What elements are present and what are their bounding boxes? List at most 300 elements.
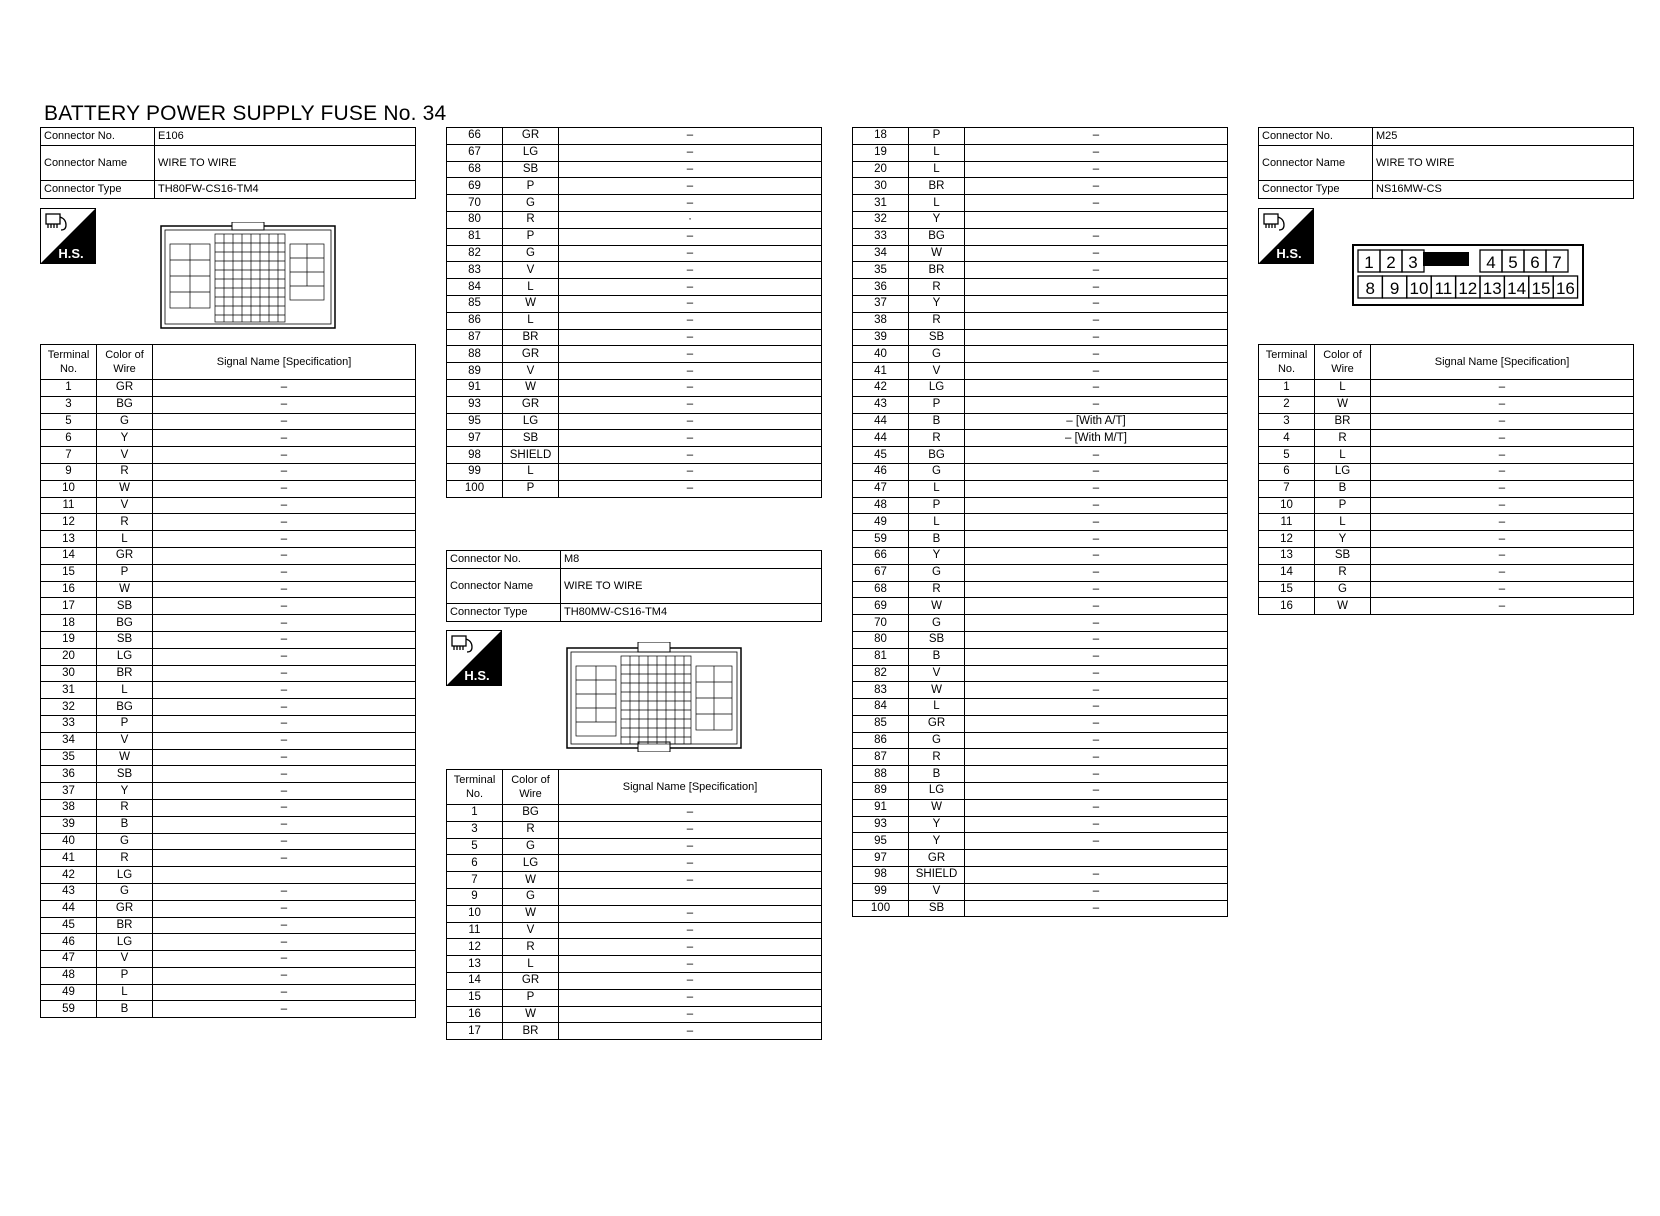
wire-color-cell: W xyxy=(503,1006,559,1023)
wire-color-cell: W xyxy=(909,245,965,262)
signal-name-cell: – xyxy=(965,312,1228,329)
table-row xyxy=(447,888,822,905)
signal-name-cell: – xyxy=(153,715,416,732)
signal-name-cell: – xyxy=(965,480,1228,497)
wire-color-cell: B xyxy=(909,413,965,430)
wire-color-cell: L xyxy=(503,312,559,329)
terminal-no-cell: 86 xyxy=(447,312,503,329)
table-row xyxy=(853,480,1228,497)
terminal-no-cell: 43 xyxy=(41,883,97,900)
wire-color-cell: Y xyxy=(909,211,965,228)
wire-color-cell: W xyxy=(1315,598,1371,615)
connector-type-value: NS16MW-CS xyxy=(1373,181,1634,199)
table-row xyxy=(41,380,416,397)
table-row xyxy=(447,144,822,161)
wire-color-cell: G xyxy=(97,883,153,900)
terminal-no-cell: 12 xyxy=(1259,531,1315,548)
table-row xyxy=(853,598,1228,615)
table-row xyxy=(447,872,822,889)
wire-color-cell: L xyxy=(1315,380,1371,397)
table-row xyxy=(41,816,416,833)
signal-name-cell: – xyxy=(1371,447,1634,464)
wire-color-cell: L xyxy=(909,144,965,161)
table-row xyxy=(41,531,416,548)
signal-name-cell: – xyxy=(1371,413,1634,430)
pin-number: 15 xyxy=(1531,279,1551,298)
wire-color-cell: L xyxy=(1315,447,1371,464)
terminal-no-cell: 95 xyxy=(853,833,909,850)
terminal-no-cell: 35 xyxy=(853,262,909,279)
wire-color-cell: SHIELD xyxy=(503,447,559,464)
terminal-no-cell: 17 xyxy=(41,598,97,615)
pin-number: 3 xyxy=(1408,253,1418,272)
wire-color-cell: V xyxy=(909,363,965,380)
table-row xyxy=(853,766,1228,783)
signal-name-cell: – xyxy=(153,951,416,968)
signal-name-cell: – xyxy=(965,262,1228,279)
signal-name-cell: – xyxy=(153,564,416,581)
table-row xyxy=(447,855,822,872)
signal-name-cell: – xyxy=(153,396,416,413)
terminal-no-cell: 12 xyxy=(41,514,97,531)
terminal-no-cell: 43 xyxy=(853,396,909,413)
table-row xyxy=(1259,463,1634,480)
signal-name-cell: – [With M/T] xyxy=(965,430,1228,447)
signal-name-cell: – xyxy=(559,905,822,922)
wire-color-cell: LG xyxy=(503,855,559,872)
table-row xyxy=(41,1001,416,1018)
wire-color-cell: P xyxy=(1315,497,1371,514)
terminal-no-cell: 13 xyxy=(447,956,503,973)
wire-color-cell: B xyxy=(909,531,965,548)
terminal-no-cell: 17 xyxy=(447,1023,503,1040)
signal-name-cell: – xyxy=(153,783,416,800)
terminal-no-cell: 6 xyxy=(41,430,97,447)
wire-color-cell: LG xyxy=(97,934,153,951)
terminal-no-cell: 82 xyxy=(853,665,909,682)
terminal-no-cell: 10 xyxy=(1259,497,1315,514)
terminal-no-cell: 6 xyxy=(447,855,503,872)
table-row xyxy=(853,816,1228,833)
table-row xyxy=(41,799,416,816)
pin-number: 2 xyxy=(1386,253,1396,272)
table-row xyxy=(41,581,416,598)
table-row xyxy=(41,396,416,413)
wire-color-cell: G xyxy=(503,195,559,212)
signal-name-cell: – xyxy=(559,295,822,312)
terminal-no-cell: 44 xyxy=(853,413,909,430)
table-row xyxy=(41,867,416,884)
terminal-no-cell: 10 xyxy=(447,905,503,922)
terminal-no-cell: 19 xyxy=(853,144,909,161)
signal-name-cell: – xyxy=(153,967,416,984)
signal-name-cell: – xyxy=(965,699,1228,716)
wire-color-cell: G xyxy=(909,564,965,581)
terminal-no-cell: 19 xyxy=(41,631,97,648)
terminal-no-cell: 33 xyxy=(853,228,909,245)
table-row xyxy=(41,967,416,984)
terminal-no-cell: 33 xyxy=(41,715,97,732)
table-row xyxy=(853,211,1228,228)
table-row xyxy=(41,783,416,800)
wire-color-cell: W xyxy=(97,749,153,766)
terminal-no-cell: 14 xyxy=(41,547,97,564)
signal-name-cell: – xyxy=(1371,564,1634,581)
table-row xyxy=(853,379,1228,396)
signal-name-cell: – xyxy=(559,463,822,480)
signal-name-cell: – xyxy=(965,598,1228,615)
terminal-no-cell: 89 xyxy=(853,783,909,800)
signal-name-cell: – xyxy=(965,615,1228,632)
signal-name-cell: – xyxy=(965,564,1228,581)
harness-side-icon xyxy=(446,630,502,686)
color-of-wire-header: Color of Wire xyxy=(97,345,153,380)
terminal-no-cell: 39 xyxy=(41,816,97,833)
table-row xyxy=(853,615,1228,632)
wire-color-cell: Y xyxy=(909,816,965,833)
signal-name-cell: – xyxy=(559,1006,822,1023)
terminal-no-cell: 13 xyxy=(1259,547,1315,564)
terminal-no-cell: 16 xyxy=(447,1006,503,1023)
wire-color-cell: BR xyxy=(97,917,153,934)
wire-color-cell: BR xyxy=(503,329,559,346)
terminal-no-cell: 49 xyxy=(853,514,909,531)
wire-color-cell: R xyxy=(503,211,559,228)
signal-name-cell: – xyxy=(153,598,416,615)
wire-color-cell: GR xyxy=(97,380,153,397)
terminal-no-cell: 49 xyxy=(41,984,97,1001)
terminal-no-cell: 100 xyxy=(447,480,503,497)
terminal-no-cell: 15 xyxy=(1259,581,1315,598)
pin-number: 11 xyxy=(1434,279,1453,298)
wire-color-cell: R xyxy=(503,939,559,956)
signal-name-cell: – xyxy=(153,514,416,531)
wire-color-cell: G xyxy=(503,838,559,855)
table-row xyxy=(41,430,416,447)
terminal-no-cell: 37 xyxy=(41,783,97,800)
table-row xyxy=(41,648,416,665)
signal-name-cell: – xyxy=(153,766,416,783)
terminal-no-cell: 7 xyxy=(447,872,503,889)
table-row xyxy=(853,564,1228,581)
table-row xyxy=(41,699,416,716)
table-row xyxy=(41,564,416,581)
signal-name-cell: – xyxy=(965,631,1228,648)
terminal-no-cell: 5 xyxy=(41,413,97,430)
table-row xyxy=(41,615,416,632)
terminal-no-cell: 87 xyxy=(853,749,909,766)
connector-name-label: Connector Name xyxy=(41,146,155,181)
table-row xyxy=(853,228,1228,245)
table-row xyxy=(447,379,822,396)
pin-number: 13 xyxy=(1482,279,1502,298)
terminal-no-cell: 69 xyxy=(447,178,503,195)
table-row xyxy=(447,262,822,279)
signal-name-cell: – xyxy=(153,816,416,833)
terminal-no-cell: 87 xyxy=(447,329,503,346)
terminal-no-cell: 99 xyxy=(853,883,909,900)
pin-number: 5 xyxy=(1508,253,1518,272)
table-row xyxy=(1259,497,1634,514)
wire-color-cell: P xyxy=(503,178,559,195)
signal-name-cell: – xyxy=(153,648,416,665)
wire-color-cell: BG xyxy=(97,615,153,632)
harness-side-icon xyxy=(40,208,96,264)
table-row xyxy=(41,715,416,732)
signal-name-cell: – xyxy=(965,581,1228,598)
signal-name-cell: – xyxy=(1371,547,1634,564)
table-row xyxy=(447,128,822,145)
table-row xyxy=(1259,564,1634,581)
terminal-no-cell: 14 xyxy=(1259,564,1315,581)
table-row xyxy=(447,228,822,245)
table-row xyxy=(447,838,822,855)
table-row xyxy=(853,631,1228,648)
wire-color-cell: R xyxy=(97,514,153,531)
table-row xyxy=(853,497,1228,514)
signal-name-cell: – xyxy=(559,329,822,346)
terminal-no-cell: 48 xyxy=(41,967,97,984)
signal-name-cell: – xyxy=(965,228,1228,245)
terminal-no-cell: 30 xyxy=(41,665,97,682)
wire-color-cell: L xyxy=(503,956,559,973)
connector-no-label: Connector No. xyxy=(1259,128,1373,146)
wire-color-cell: B xyxy=(909,648,965,665)
terminal-no-cell: 46 xyxy=(41,934,97,951)
wire-color-cell: Y xyxy=(97,783,153,800)
terminal-no-cell: 1 xyxy=(447,805,503,822)
e106-terminal-table xyxy=(40,344,416,1018)
signal-name-cell xyxy=(559,888,822,905)
signal-name-cell: – xyxy=(965,749,1228,766)
terminal-no-cell: 69 xyxy=(853,598,909,615)
wire-color-cell: GR xyxy=(503,346,559,363)
table-row xyxy=(853,648,1228,665)
wire-color-cell: B xyxy=(1315,480,1371,497)
signal-name-cell: – xyxy=(965,447,1228,464)
table-row xyxy=(853,531,1228,548)
table-row xyxy=(447,279,822,296)
table-row xyxy=(447,805,822,822)
wire-color-cell: L xyxy=(97,682,153,699)
terminal-no-cell: 40 xyxy=(41,833,97,850)
signal-name-cell: – xyxy=(153,413,416,430)
signal-name-cell: – xyxy=(965,279,1228,296)
wire-color-cell: GR xyxy=(503,396,559,413)
table-row xyxy=(447,989,822,1006)
table-row xyxy=(447,922,822,939)
table-row xyxy=(853,463,1228,480)
terminal-no-cell: 1 xyxy=(1259,380,1315,397)
wire-color-cell: B xyxy=(97,1001,153,1018)
signal-name-cell: – xyxy=(153,547,416,564)
signal-name-cell: – xyxy=(965,732,1228,749)
pin-number: 10 xyxy=(1409,279,1429,298)
wire-color-cell: L xyxy=(503,463,559,480)
wire-color-cell: B xyxy=(909,766,965,783)
terminal-no-cell: 97 xyxy=(447,430,503,447)
table-row xyxy=(447,178,822,195)
table-row xyxy=(41,514,416,531)
table-row xyxy=(853,715,1228,732)
terminal-no-cell: 44 xyxy=(41,900,97,917)
wire-color-cell: SB xyxy=(1315,547,1371,564)
terminal-no-cell: 3 xyxy=(447,821,503,838)
connector-type-label: Connector Type xyxy=(1259,181,1373,199)
pin-number: 9 xyxy=(1389,279,1400,298)
terminal-no-cell: 1 xyxy=(41,380,97,397)
terminal-no-cell: 83 xyxy=(447,262,503,279)
signal-name-cell: – xyxy=(1371,514,1634,531)
connector-type-label: Connector Type xyxy=(447,604,561,622)
table-row xyxy=(41,732,416,749)
connector-no-value: M25 xyxy=(1373,128,1634,146)
wire-color-cell: LG xyxy=(503,144,559,161)
wire-color-cell: LG xyxy=(97,648,153,665)
table-row xyxy=(41,631,416,648)
table-row xyxy=(447,245,822,262)
wire-color-cell: L xyxy=(909,480,965,497)
wire-color-cell: GR xyxy=(97,547,153,564)
wire-color-cell: R xyxy=(909,312,965,329)
terminal-no-cell: 7 xyxy=(41,447,97,464)
table-row xyxy=(447,329,822,346)
wire-color-cell: R xyxy=(97,799,153,816)
signal-name-cell: – xyxy=(965,161,1228,178)
table-row xyxy=(447,1023,822,1040)
table-row xyxy=(1259,380,1634,397)
connector-no-value: M8 xyxy=(561,551,822,569)
terminal-no-header: Terminal No. xyxy=(447,770,503,805)
terminal-no-cell: 66 xyxy=(853,547,909,564)
wire-color-cell: V xyxy=(97,951,153,968)
table-row xyxy=(447,295,822,312)
terminal-no-cell: 98 xyxy=(853,867,909,884)
wire-color-cell: G xyxy=(503,888,559,905)
signal-name-cell: – xyxy=(965,128,1228,145)
terminal-no-cell: 7 xyxy=(1259,480,1315,497)
signal-name-cell: – xyxy=(559,972,822,989)
wire-color-cell: R xyxy=(909,581,965,598)
terminal-no-cell: 3 xyxy=(41,396,97,413)
wire-color-cell: GR xyxy=(909,715,965,732)
terminal-no-cell: 70 xyxy=(853,615,909,632)
hs-label: H.S. xyxy=(58,246,84,261)
table-row xyxy=(447,413,822,430)
table-row xyxy=(1259,447,1634,464)
terminal-no-cell: 47 xyxy=(41,951,97,968)
signal-name-cell: – xyxy=(153,447,416,464)
signal-name-cell: – xyxy=(1371,598,1634,615)
wire-color-cell: BG xyxy=(97,396,153,413)
signal-name-cell: – xyxy=(153,883,416,900)
signal-name-cell: – xyxy=(559,396,822,413)
terminal-no-cell: 30 xyxy=(853,178,909,195)
table-row xyxy=(853,682,1228,699)
terminal-no-cell: 5 xyxy=(447,838,503,855)
signal-name-cell: – xyxy=(559,279,822,296)
connector-e106-info xyxy=(40,127,416,199)
table-row xyxy=(853,699,1228,716)
connector-type-value: TH80FW-CS16-TM4 xyxy=(155,181,416,199)
wire-color-cell: P xyxy=(503,228,559,245)
color-of-wire-header: Color of Wire xyxy=(503,770,559,805)
wire-color-cell: L xyxy=(909,699,965,716)
table-row xyxy=(41,749,416,766)
signal-name-cell: – xyxy=(965,363,1228,380)
terminal-no-cell: 11 xyxy=(447,922,503,939)
terminal-no-cell: 6 xyxy=(1259,463,1315,480)
wire-color-cell: G xyxy=(909,346,965,363)
table-row xyxy=(853,581,1228,598)
terminal-no-cell: 42 xyxy=(41,867,97,884)
wire-color-cell: BG xyxy=(97,699,153,716)
terminal-no-cell: 32 xyxy=(853,211,909,228)
wire-color-cell: Y xyxy=(909,547,965,564)
connector-m8-info xyxy=(446,550,822,622)
connector-name-value: WIRE TO WIRE xyxy=(561,569,822,604)
connector-name-value: WIRE TO WIRE xyxy=(155,146,416,181)
page-title: BATTERY POWER SUPPLY FUSE No. 34 xyxy=(44,102,447,125)
terminal-no-cell: 67 xyxy=(853,564,909,581)
terminal-no-cell: 88 xyxy=(853,766,909,783)
table-row xyxy=(853,413,1228,430)
signal-name-cell: – xyxy=(965,295,1228,312)
e106-terminal-table-continued xyxy=(446,127,822,498)
connector-m25-face-diagram xyxy=(1352,244,1584,306)
terminal-no-cell: 83 xyxy=(853,682,909,699)
terminal-no-cell: 41 xyxy=(41,850,97,867)
wire-color-cell: LG xyxy=(503,413,559,430)
signal-name-cell: – [With A/T] xyxy=(965,413,1228,430)
table-row xyxy=(447,312,822,329)
signal-name-cell: – xyxy=(559,346,822,363)
table-row xyxy=(853,665,1228,682)
wire-color-cell: L xyxy=(909,514,965,531)
wire-color-cell: P xyxy=(909,396,965,413)
terminal-no-cell: 68 xyxy=(447,161,503,178)
signal-name-cell xyxy=(965,211,1228,228)
wire-color-cell: L xyxy=(1315,514,1371,531)
terminal-no-cell: 32 xyxy=(41,699,97,716)
wire-color-cell: R xyxy=(97,463,153,480)
wire-color-cell: R xyxy=(909,430,965,447)
terminal-no-cell: 18 xyxy=(853,128,909,145)
signal-name-cell: – xyxy=(965,816,1228,833)
terminal-no-cell: 59 xyxy=(853,531,909,548)
connector-type-label: Connector Type xyxy=(41,181,155,199)
wire-color-cell: Y xyxy=(1315,531,1371,548)
table-row xyxy=(1259,581,1634,598)
terminal-no-cell: 97 xyxy=(853,850,909,867)
wire-color-cell: LG xyxy=(909,783,965,800)
signal-name-cell: – xyxy=(559,805,822,822)
terminal-no-cell: 47 xyxy=(853,480,909,497)
signal-name-cell: – xyxy=(965,867,1228,884)
table-row xyxy=(853,262,1228,279)
signal-name-cell: – xyxy=(153,581,416,598)
table-row xyxy=(853,195,1228,212)
signal-name-cell: – xyxy=(965,497,1228,514)
signal-name-cell: – xyxy=(559,430,822,447)
signal-name-cell: – xyxy=(1371,497,1634,514)
signal-name-cell: – xyxy=(153,917,416,934)
terminal-no-cell: 2 xyxy=(1259,396,1315,413)
wire-color-cell: SB xyxy=(97,631,153,648)
color-of-wire-header: Color of Wire xyxy=(1315,345,1371,380)
signal-name-cell: – xyxy=(153,497,416,514)
table-row xyxy=(41,883,416,900)
